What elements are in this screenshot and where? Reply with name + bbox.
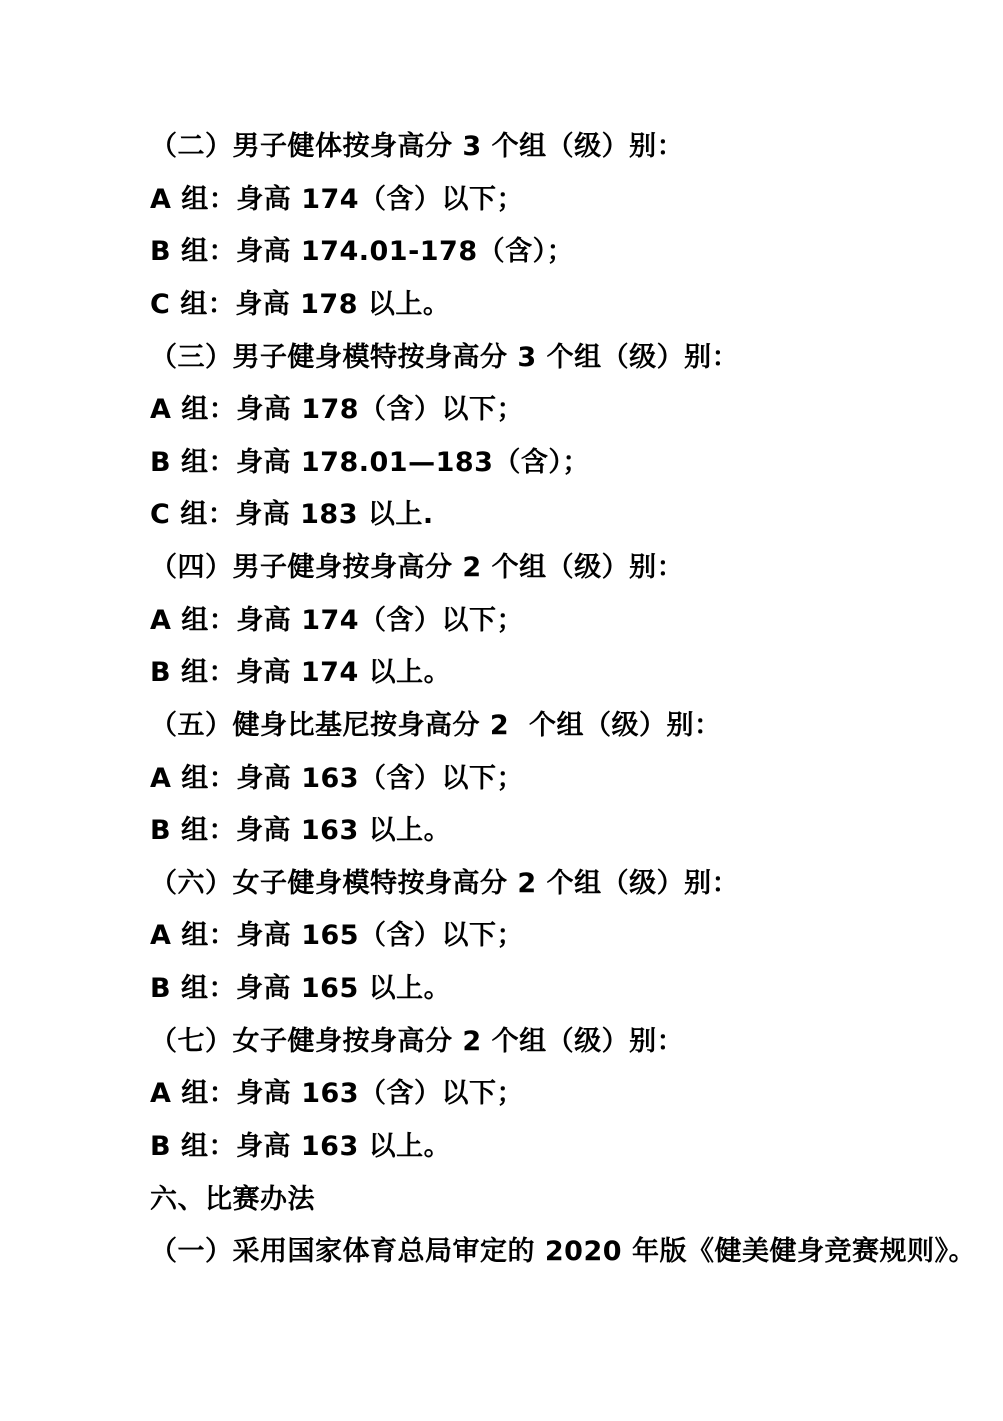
- section-3-heading: （三）男子健身模特按身高分 3 个组（级）别：: [150, 341, 740, 373]
- section-6-heading: （六）女子健身模特按身高分 2 个组（级）别：: [150, 867, 740, 899]
- section-women-fitness-model: [150, 858, 963, 1016]
- section-5-group-a: A 组：身高 163（含）以下；: [150, 762, 525, 794]
- section-4-group-b: B 组：身高 174 以上。: [150, 657, 452, 689]
- section-4-group-a: A 组：身高 174（含）以下；: [150, 604, 525, 636]
- section-3-group-b: B 组：身高 178.01—183（含）；: [150, 446, 590, 478]
- section-men-physique: [150, 121, 963, 332]
- section-men-fitness: [150, 542, 963, 700]
- section-6-group-b: B 组：身高 165 以上。: [150, 973, 452, 1004]
- section-6-group-a: A 组：身高 165（含）以下；: [150, 920, 525, 952]
- section-7-heading: （七）女子健身按身高分 2 个组（级）别：: [150, 1025, 685, 1057]
- chapter-rule-1: （一）采用国家体育总局审定的 2020 年版《健美健身竞赛规则》。: [150, 1236, 976, 1268]
- section-5-group-b: B 组：身高 163 以上。: [150, 815, 452, 847]
- section-7-group-a: A 组：身高 163（含）以下；: [150, 1078, 525, 1110]
- section-women-fitness: [150, 1016, 963, 1174]
- section-2-group-c: C 组：身高 178 以上。: [150, 288, 451, 320]
- section-2-heading: （二）男子健体按身高分 3 个组（级）别：: [150, 131, 685, 162]
- section-3-group-a: A 组：身高 178（含）以下；: [150, 394, 525, 426]
- section-7-group-b: B 组：身高 163 以上。: [150, 1130, 452, 1162]
- chapter-competition-method: [150, 1174, 976, 1279]
- section-2-group-a: A 组：身高 174（含）以下；: [150, 183, 525, 215]
- section-3-group-c: C 组：身高 183 以上.: [150, 499, 434, 531]
- section-2-group-b: B 组：身高 174.01-178（含）；: [150, 236, 575, 268]
- section-5-heading: （五）健身比基尼按身高分 2 个组（级）别：: [150, 709, 722, 741]
- section-4-heading: （四）男子健身按身高分 2 个组（级）别：: [150, 552, 685, 583]
- section-men-fitness-model: [150, 332, 963, 543]
- section-bikini-fitness: [150, 700, 963, 858]
- chapter-heading: 六、比赛办法: [150, 1183, 315, 1215]
